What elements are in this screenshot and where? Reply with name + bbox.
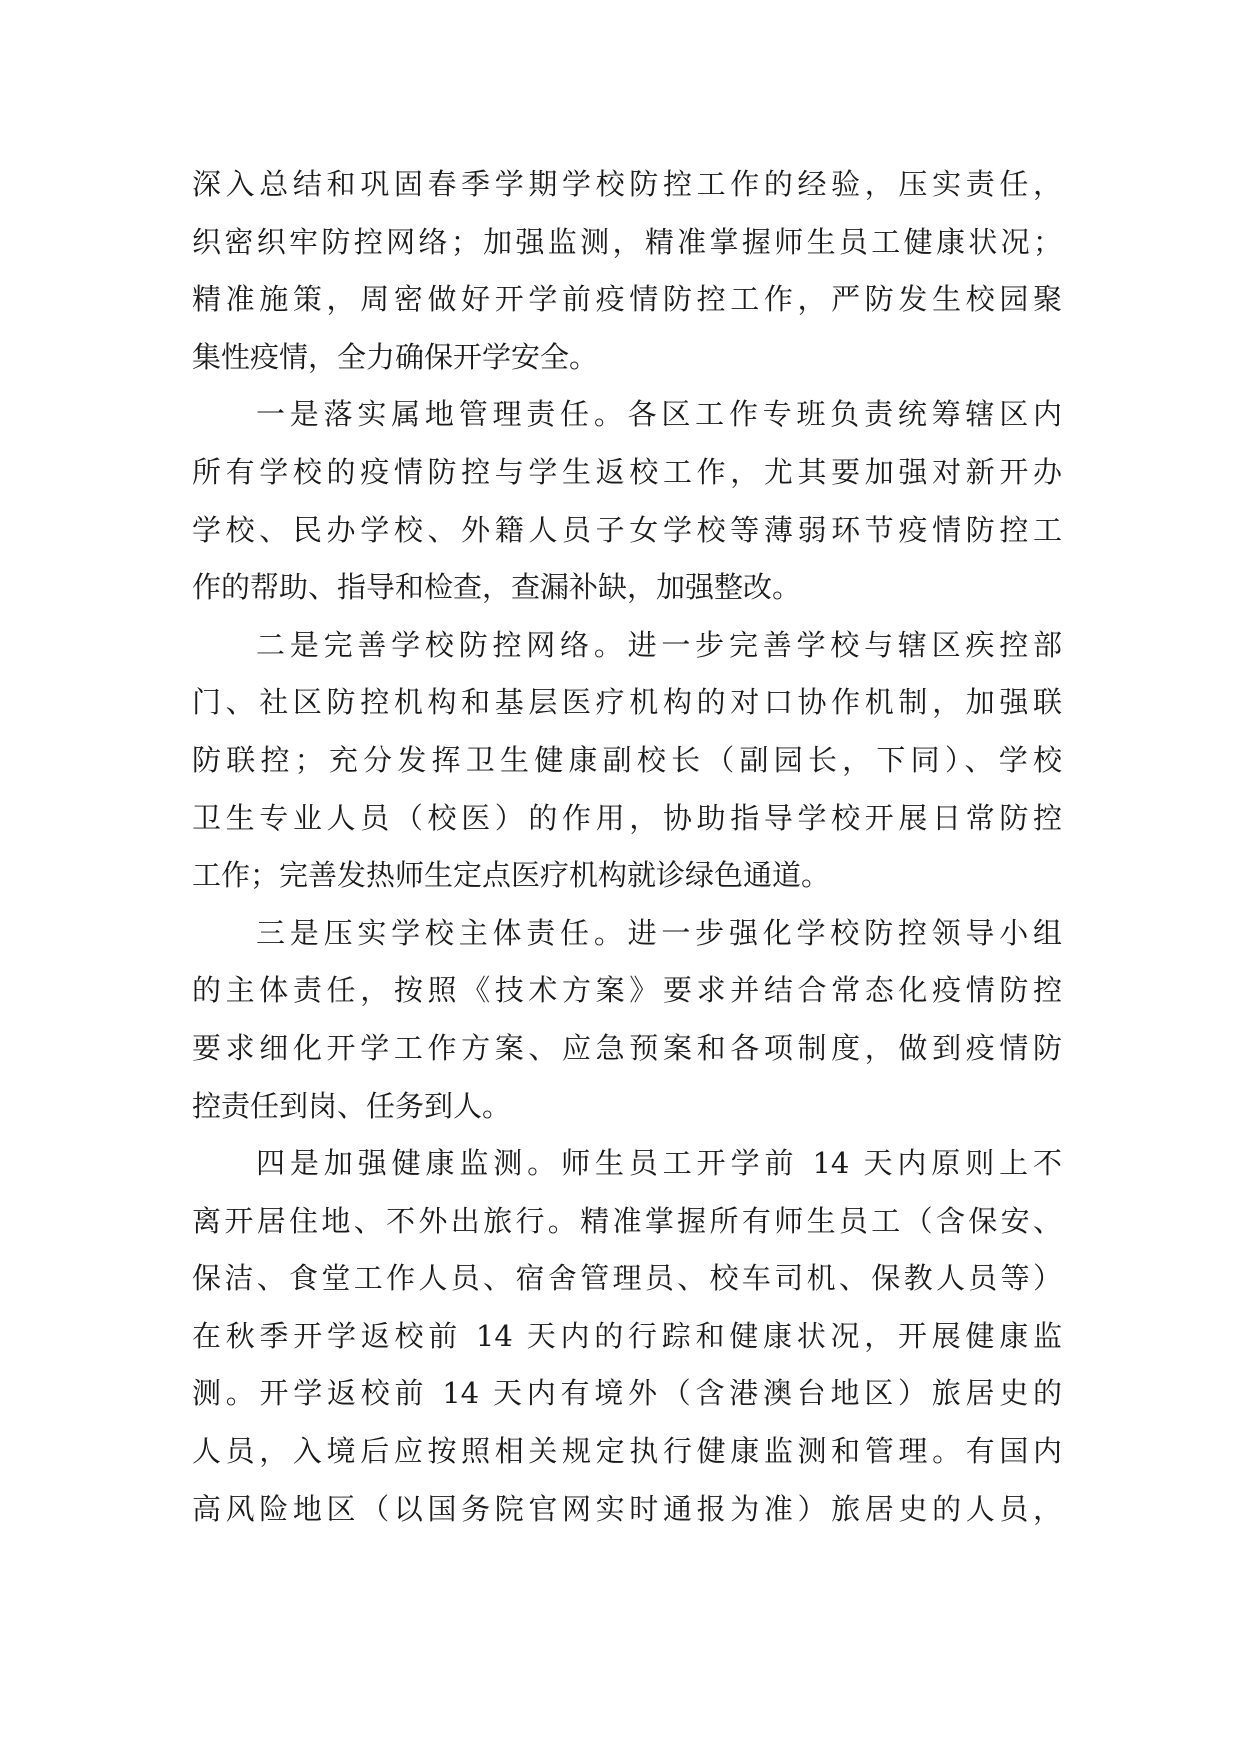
text-line: 控责任到岗、任务到人。	[192, 1088, 512, 1123]
text-line: 四是加强健康监测。师生员工开学前 14 天内原则上不	[256, 1146, 1062, 1181]
text-line: 所有学校的疫情防控与学生返校工作，尤其要加强对新开办	[192, 454, 1062, 489]
text-line: 门、社区防控机构和基层医疗机构的对口协作机制，加强联	[192, 685, 1062, 720]
text-line: 织密织牢防控网络；加强监测，精准掌握师生员工健康状况；	[192, 224, 1062, 259]
text-line: 精准施策，周密做好开学前疫情防控工作，严防发生校园聚	[192, 282, 1062, 317]
paragraph-item-3	[192, 905, 1062, 1135]
text-line: 集性疫情，全力确保开学安全。	[192, 339, 599, 374]
text-line: 的主体责任，按照《技术方案》要求并结合常态化疫情防控	[192, 973, 1062, 1008]
text-line: 测。开学返校前 14 天内有境外（含港澳台地区）旅居史的	[192, 1376, 1062, 1411]
paragraph-item-2	[192, 617, 1062, 905]
text-line: 卫生专业人员（校医）的作用，协助指导学校开展日常防控	[192, 800, 1062, 835]
text-line: 作的帮助、指导和检查，查漏补缺，加强整改。	[192, 570, 802, 605]
text-line: 防联控；充分发挥卫生健康副校长（副园长，下同）、学校	[192, 742, 1062, 777]
text-line: 三是压实学校主体责任。进一步强化学校防控领导小组	[256, 915, 1062, 950]
text-line: 工作；完善发热师生定点医疗机构就诊绿色通道。	[192, 858, 831, 893]
text-line: 离开居住地、不外出旅行。精准掌握所有师生员工（含保安、	[192, 1203, 1062, 1238]
text-line: 在秋季开学返校前 14 天内的行踪和健康状况，开展健康监	[192, 1318, 1062, 1353]
text-line: 保洁、食堂工作人员、宿舍管理员、校车司机、保教人员等）	[192, 1261, 1062, 1296]
paragraph-item-4	[192, 1135, 1062, 1538]
text-line: 人员，入境后应按照相关规定执行健康监测和管理。有国内	[192, 1434, 1062, 1469]
paragraph-intro	[192, 156, 1062, 386]
text-line: 深入总结和巩固春季学期学校防控工作的经验，压实责任，	[192, 167, 1062, 201]
text-line: 要求细化开学工作方案、应急预案和各项制度，做到疫情防	[192, 1030, 1062, 1065]
text-line: 学校、民办学校、外籍人员子女学校等薄弱环节疫情防控工	[192, 512, 1062, 547]
body-text	[192, 156, 1062, 1538]
text-line: 高风险地区（以国务院官网实时通报为准）旅居史的人员，	[192, 1491, 1062, 1526]
paragraph-item-1	[192, 386, 1062, 616]
text-line: 二是完善学校防控网络。进一步完善学校与辖区疾控部	[256, 627, 1062, 662]
text-line: 一是落实属地管理责任。各区工作专班负责统筹辖区内	[256, 397, 1062, 432]
